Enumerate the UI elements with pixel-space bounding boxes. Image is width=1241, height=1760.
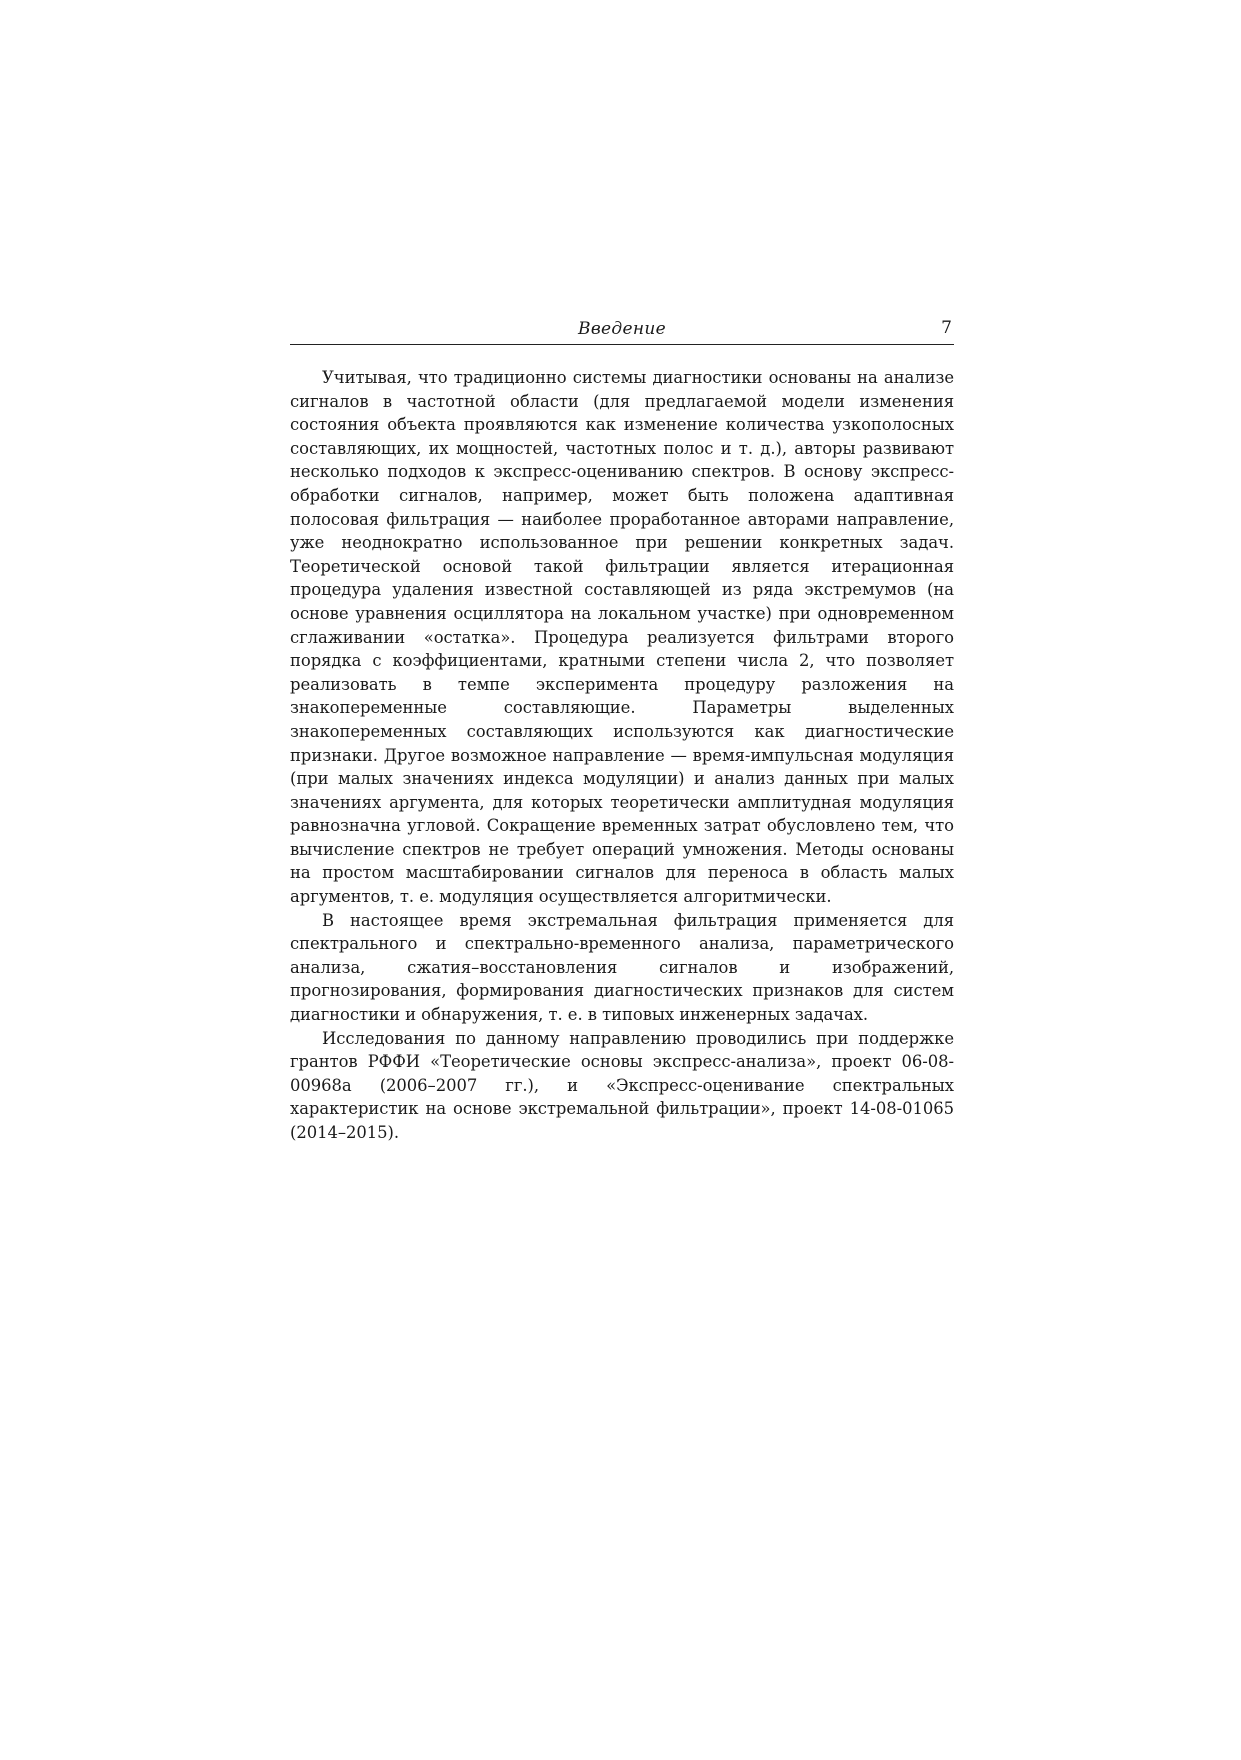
running-header [290,318,954,345]
page-number: 7 [941,318,952,338]
body-text [290,366,954,1145]
paragraph: Исследования по данному направлению проводились при поддержке грантов РФФИ «Теоретические основы экспресс-анализа», проект 06-08-00968а (2006–2007 гг.), и «Экспресс-оценивание спектральных характеристик на основе экстремальной фильтрации», проект 14-08-01065 (2014–2015). [290,1028,954,1142]
paragraph: В настоящее время экстремальная фильтрация применяется для спектрального и спектрально-временного анализа, параметрического анализа, сжатия–восстановления сигналов и изображений, прогнозирования, формирования диагностических признаков для систем диагностики и обнаружения, т. е. в типовых инженерных задачах. [290,910,954,1025]
book-page [290,318,954,1145]
running-title: Введение [578,319,666,339]
paragraph: Учитывая, что традиционно системы диагностики основаны на анализе сигналов в частотной области (для предлагаемой модели изменения состояния объекта проявляются как изменение количества узкополосных составляющих, их мощностей, частотных полос и т. д.), авторы развивают несколько подходов к экспресс-оцениванию спектров. В основу экспресс-обработки сигналов, например, может быть положена адаптивная полосовая фильтрация — наиболее проработанное авторами направление, уже неоднократно использованное при решении конкретных задач. Теоретической основой такой фильтрации является итерационная процедура удаления известной составляющей из ряда экстремумов (на основе уравнения осциллятора на локальном участке) при одновременном сглаживании «остатка». Процедура реализуется фильтрами второго порядка с коэффициентами, кратными степени числа 2, что позволяет реализовать в темпе эксперимента процедуру разложения на знакопеременные составляющие. Параметры выделенных знакопеременных составляющих используются как диагностические признаки. Другое возможное направление — время-импульсная модуляция (при малых значениях индекса модуляции) и анализ данных при малых значениях аргумента, для которых теоретически амплитудная модуляция равнозначна угловой. Сокращение временных затрат обусловлено тем, что вычисление спектров не требует операций умножения. Методы основаны на простом масштабировании сигналов для переноса в область малых аргументов, т. е. модуляция осуществляется алгоритмически. [290,368,954,907]
